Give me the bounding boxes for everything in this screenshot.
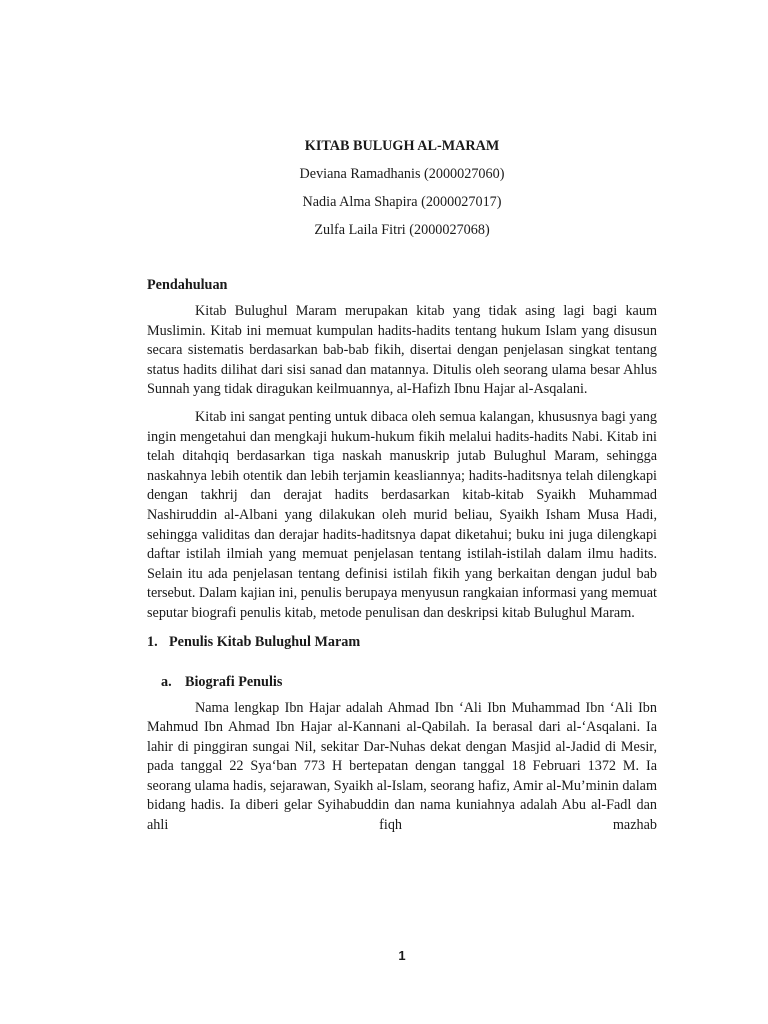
author-2: Nadia Alma Shapira (2000027017): [302, 194, 502, 210]
subsection-title-1a: Biografi Penulis: [185, 673, 283, 690]
section-number-1: 1.: [147, 633, 158, 650]
author-3: Zulfa Laila Fitri (2000027068): [314, 222, 490, 238]
page-number: 1: [398, 948, 406, 963]
section-title-1: Penulis Kitab Bulughul Maram: [169, 633, 361, 650]
subsection-number-1a: a.: [161, 673, 172, 690]
author-1: Deviana Ramadhanis (2000027060): [299, 166, 505, 182]
document-title: KITAB BULUGH AL-MARAM: [304, 138, 500, 154]
biography-paragraph: Nama lengkap Ibn Hajar adalah Ahmad Ibn ‘Ali Ibn Muhammad Ibn ‘Ali Ibn Mahmud Ibn Ahmad Ibn Hajar al-Kannani al-Qabilah. Ia berasal dari al-‘Asqalani. Ia lahir di pinggiran sungai Nil, sekitar Dar-Nuhas dekat dengan Masjid al-Jadid di Mesir, pada tanggal 22 Sya‘ban 773 H bertepatan dengan tanggal 18 Februari 1372 M. Ia seorang ulama hadis, sejarawan, Syaikh al-Islam, seorang hafiz, Amir al-Mu’minin dalam bidang hadis. Ia diberi gelar Syihabuddin dan nama kuniahnya adalah Abu al-Fadl dan ahli fiqh mazhab: [147, 699, 657, 834]
document-page: [147, 132, 657, 836]
intro-paragraph-1: Kitab Bulughul Maram merupakan kitab yang tidak asing lagi bagi kaum Muslimin. Kitab ini memuat kumpulan hadits-hadits tentang hukum Islam yang disusun secara sistematis berdasarkan bab-bab fikih, disertai dengan penjelasan singkat tentang status hadits dilihat dari sisi sanad dan matannya. Ditulis oleh seorang ulama besar Ahlus Sunnah yang tidak diragukan keilmuannya, al-Hafizh Ibnu Hajar al-Asqalani.: [147, 303, 657, 398]
section-heading-1: [147, 632, 657, 652]
section-heading-pendahuluan: Pendahuluan: [147, 277, 228, 293]
subsection-heading-1a: [147, 672, 657, 692]
intro-paragraph-2: Kitab ini sangat penting untuk dibaca oleh semua kalangan, khususnya bagi yang ingin mengetahui dan mengkaji hukum-hukum fikih melalui hadits-hadits Nabi. Kitab ini telah ditahqiq berdasarkan tiga naskah manuskrip jutab Bulughul Maram, sehingga naskahnya lebih otentik dan lebih terjamin keasliannya; hadits-haditsnya telah dilengkapi dengan takhrij dan derajat hadits berdasarkan kitab-kitab Syaikh Muhammad Nashiruddin al-Albani yang dilakukan oleh murid beliau, Syaikh Isham Musa Hadi, sehingga validitas dan derajar hadits-haditsnya dapat diketahui; buku ini juga dilengkapi daftar istilah ilmiah yang memuat penjelasan tentang istilah-istilah dalam ilmu hadits. Selain itu ada penjelasan tentang definisi istilah fikih yang berkaitan dengan judul bab tersebut. Dalam kajian ini, penulis berupaya menyusun rangkaian informasi yang memuat seputar biografi penulis kitab, metode penulisan dan deskripsi kitab Bulughul Maram.: [147, 408, 657, 621]
